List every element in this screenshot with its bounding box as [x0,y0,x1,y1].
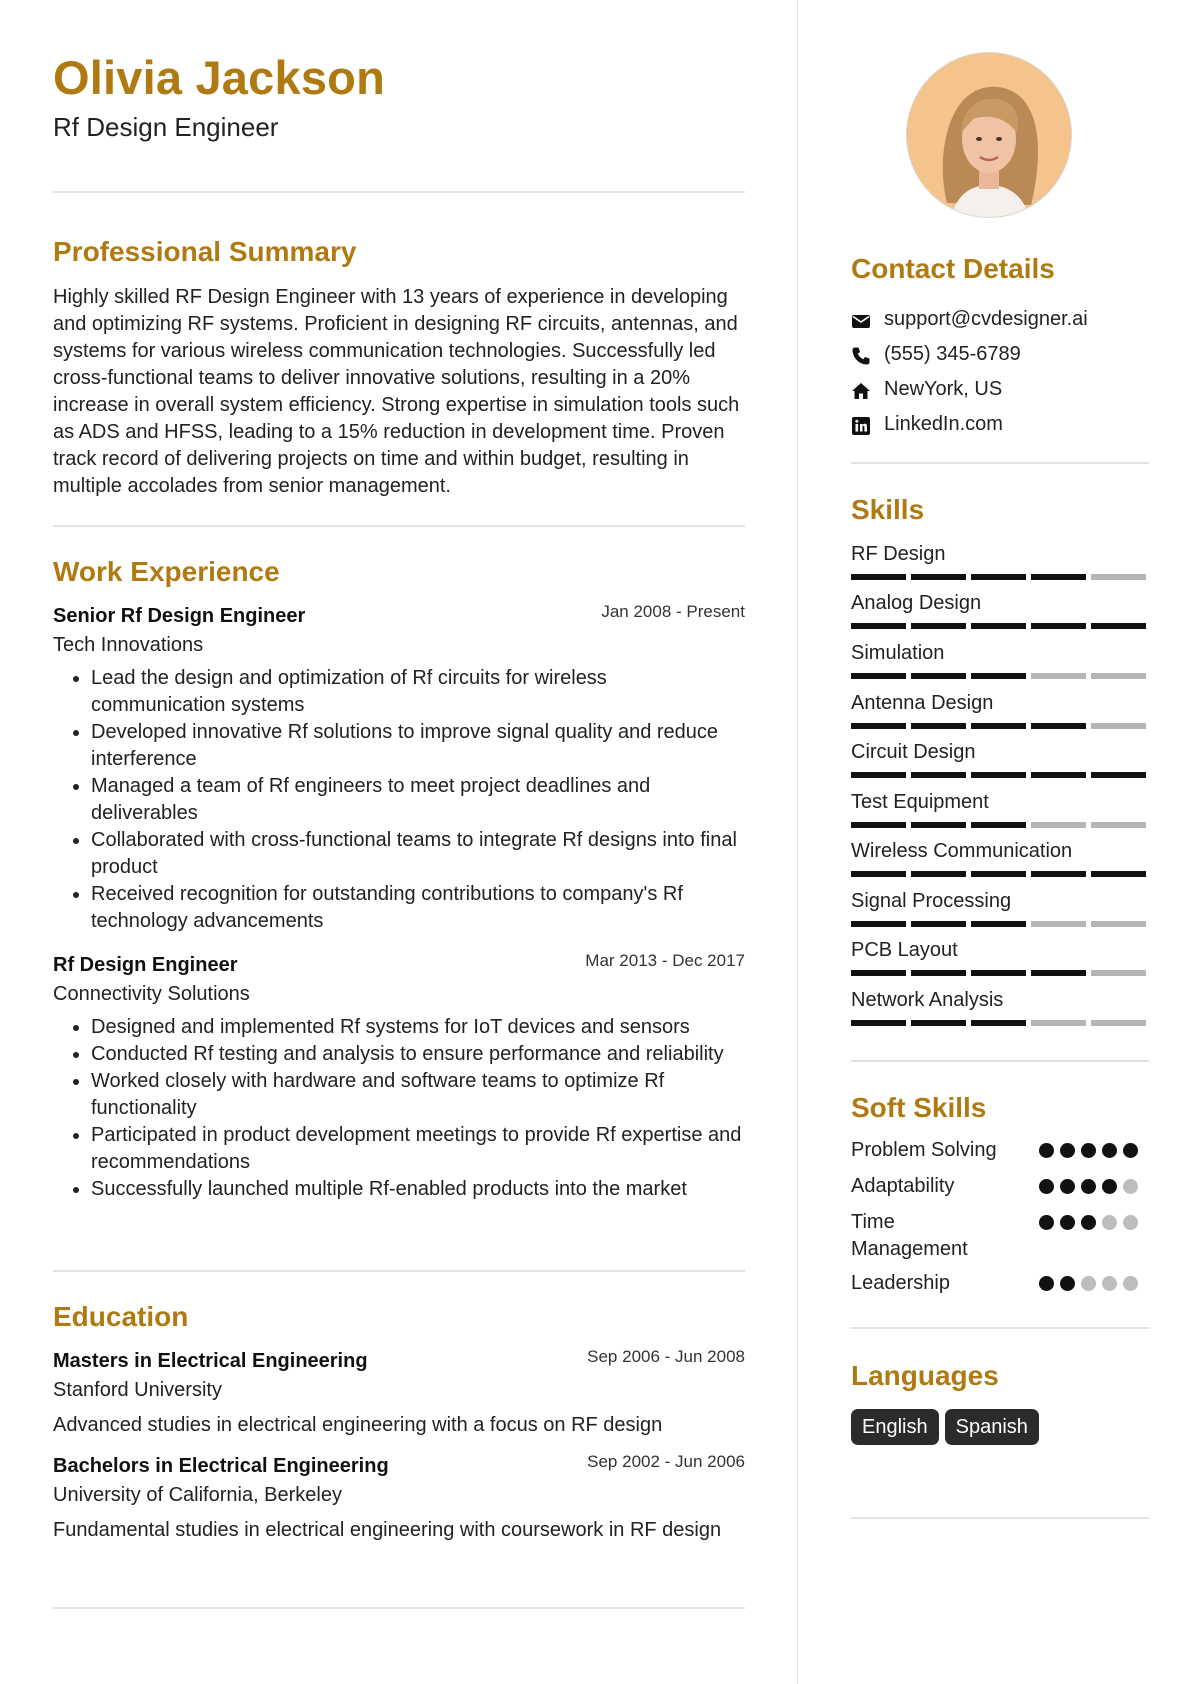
skills-heading: Skills [851,494,925,525]
rating-dot-filled [1060,1215,1075,1230]
skill-bar-segment-empty [1031,822,1086,828]
skill-bar-segment-filled [851,673,906,679]
rating-dot-empty [1102,1276,1117,1291]
skill-bar-segment-filled [851,970,906,976]
job-bullets [53,1014,745,1203]
linkedin-icon [851,416,871,436]
rating-dot-empty [1123,1215,1138,1230]
rating-dot-filled [1060,1179,1075,1194]
rating-dot-filled [1039,1276,1054,1291]
contact-email-text: support@cvdesigner.ai [884,308,1088,330]
divider [53,191,745,193]
profile-photo [906,52,1072,218]
soft-skill-item [851,1173,1149,1200]
school: Stanford University [53,1379,222,1401]
rating-dot-filled [1123,1143,1138,1158]
soft-skill-item [851,1209,1149,1263]
skill-bar-segment-filled [1091,772,1146,778]
skill-bar-segment-filled [1031,970,1086,976]
language-list [851,1409,1045,1445]
skill-bar-segment-filled [911,822,966,828]
school: University of California, Berkeley [53,1484,342,1506]
job-bullet: • Designed and implemented Rf systems for IoT devices and sensors [91,1014,745,1041]
skill-bar-segment-empty [1091,1020,1146,1026]
skill-name: Antenna Design [851,692,994,714]
soft-skill-name: Time Management [851,1211,968,1260]
skill-bar-segment-filled [971,673,1026,679]
job-company: Tech Innovations [53,634,204,656]
skill-bar-segment-filled [971,623,1026,629]
degree: Masters in Electrical Engineering [53,1350,368,1372]
job-bullet: • Collaborated with cross-functional teams to integrate Rf designs into final product [91,827,745,881]
soft-skill-rating [1039,1215,1147,1231]
soft-skill-item [851,1270,1149,1297]
skill-bar-segment-filled [1031,723,1086,729]
skill-bar-segment-empty [1091,723,1146,729]
soft-skill-rating [1039,1143,1147,1159]
skill-bar-segment-filled [851,723,906,729]
skill-bar-segment-filled [851,574,906,580]
skill-name: Test Equipment [851,791,989,813]
skill-bar-segment-filled [911,921,966,927]
skill-level-bar [851,921,1149,927]
job-bullet: • Conducted Rf testing and analysis to ensure performance and reliability [91,1041,745,1068]
skill-item [851,641,1149,665]
rating-dot-filled [1039,1215,1054,1230]
column-divider [797,0,798,1684]
candidate-name: Olivia Jackson [53,51,385,104]
skill-bar-segment-filled [971,574,1026,580]
skill-item [851,889,1149,913]
education-dates: Sep 2006 - Jun 2008 [587,1347,745,1366]
phone-icon [851,346,871,366]
rating-dot-empty [1123,1276,1138,1291]
language-tag: Spanish [945,1409,1039,1445]
education-entry [53,1347,745,1439]
rating-dot-filled [1081,1179,1096,1194]
contact-heading: Contact Details [851,253,1055,284]
home-icon [851,381,871,401]
job-bullet: • Lead the design and optimization of Rf circuits for wireless communication systems [91,665,745,719]
soft-skills-heading: Soft Skills [851,1092,987,1123]
skill-bar-segment-filled [911,871,966,877]
job-company: Connectivity Solutions [53,983,250,1005]
divider [53,1270,745,1272]
skill-name: Simulation [851,642,945,664]
skill-bar-segment-filled [851,822,906,828]
skill-name: Circuit Design [851,741,976,763]
skill-bar-segment-filled [911,623,966,629]
education-heading: Education [53,1301,189,1332]
contact-location-text: NewYork, US [884,378,1003,400]
experience-heading: Work Experience [53,556,280,587]
divider [851,462,1149,464]
soft-skill-name: Problem Solving [851,1139,997,1161]
job-bullets [53,665,745,935]
job-role: Rf Design Engineer [53,954,238,976]
rating-dot-filled [1060,1276,1075,1291]
rating-dot-filled [1039,1179,1054,1194]
job-bullet: • Successfully launched multiple Rf-enabled products into the market [91,1176,745,1203]
rating-dot-filled [1081,1143,1096,1158]
skill-bar-segment-filled [851,772,906,778]
skill-name: Signal Processing [851,890,1012,912]
skill-bar-segment-filled [1091,871,1146,877]
divider [851,1327,1149,1329]
summary-heading: Professional Summary [53,236,357,267]
skill-bar-segment-empty [1091,822,1146,828]
rating-dot-empty [1123,1179,1138,1194]
skill-bar-segment-filled [971,723,1026,729]
skill-bar-segment-filled [971,970,1026,976]
skill-bar-segment-empty [1031,673,1086,679]
soft-skill-name: Leadership [851,1272,950,1294]
skill-bar-segment-filled [971,822,1026,828]
skill-bar-segment-filled [971,1020,1026,1026]
job-bullet: • Developed innovative Rf solutions to improve signal quality and reduce interference [91,719,745,773]
divider [53,1607,745,1609]
skill-bar-segment-empty [1091,574,1146,580]
rating-dot-empty [1081,1276,1096,1291]
skill-bar-segment-filled [971,921,1026,927]
skill-level-bar [851,1020,1149,1026]
rating-dot-empty [1102,1215,1117,1230]
rating-dot-filled [1039,1143,1054,1158]
skill-bar-segment-filled [971,871,1026,877]
soft-skill-item [851,1137,1149,1164]
language-tag: English [851,1409,939,1445]
skill-bar-segment-filled [911,1020,966,1026]
skill-bar-segment-filled [911,970,966,976]
education-dates: Sep 2002 - Jun 2006 [587,1452,745,1471]
skill-bar-segment-empty [1031,921,1086,927]
skill-bar-segment-empty [1091,673,1146,679]
rating-dot-filled [1081,1215,1096,1230]
divider [851,1517,1149,1519]
skill-bar-segment-filled [1091,623,1146,629]
skill-bar-segment-filled [911,723,966,729]
soft-skill-rating [1039,1276,1147,1292]
skill-level-bar [851,970,1149,976]
envelope-icon [851,311,871,331]
skill-bar-segment-filled [911,574,966,580]
skill-name: PCB Layout [851,939,958,961]
job-bullet: • Received recognition for outstanding contributions to company's Rf technology advancements [91,881,745,935]
skill-item [851,591,1149,615]
job-bullet: • Managed a team of Rf engineers to meet project deadlines and deliverables [91,773,745,827]
job-dates: Mar 2013 - Dec 2017 [585,951,745,970]
skill-name: RF Design [851,543,946,565]
skill-name: Network Analysis [851,989,1004,1011]
skill-item [851,988,1149,1012]
languages-heading: Languages [851,1360,999,1391]
job-bullet: • Participated in product development meetings to provide Rf expertise and recommendations [91,1122,745,1176]
skill-item [851,790,1149,814]
skill-bar-segment-filled [911,673,966,679]
skill-bar-segment-filled [1031,574,1086,580]
education-entry [53,1452,745,1544]
job-role: Senior Rf Design Engineer [53,605,306,627]
skill-bar-segment-filled [911,772,966,778]
soft-skill-rating [1039,1179,1147,1195]
summary-text: Highly skilled RF Design Engineer with 13 years of experience in developing and optimizing RF systems. Proficient in designing RF circuits, antennas, and systems for various wireless communication technologies. Successfully led cross-functional teams to deliver innovative solutions, resulting in a 20% increase in overall system efficiency. Strong expertise in simulation tools such as ADS and HFSS, leading to a 15% reduction in development time. Proven track record of delivering projects on time and within budget, resulting in multiple accolades from senior management. [53,286,740,497]
job-dates: Jan 2008 - Present [601,602,745,621]
skill-bar-segment-filled [851,871,906,877]
skill-bar-segment-empty [1091,921,1146,927]
skill-name: Wireless Communication [851,840,1073,862]
skill-level-bar [851,822,1149,828]
soft-skill-name: Adaptability [851,1175,955,1197]
skill-bar-segment-filled [851,921,906,927]
skill-bar-segment-empty [1031,1020,1086,1026]
rating-dot-filled [1102,1143,1117,1158]
contact-phone-text: (555) 345-6789 [884,343,1021,365]
job-bullet: • Worked closely with hardware and software teams to optimize Rf functionality [91,1068,745,1122]
skill-level-bar [851,871,1149,877]
skill-bar-segment-filled [1031,623,1086,629]
skill-item [851,839,1149,863]
skill-name: Analog Design [851,592,982,614]
skill-bar-segment-filled [971,772,1026,778]
skill-level-bar [851,772,1149,778]
education-description: Advanced studies in electrical engineering with a focus on RF design [53,1414,663,1436]
divider [53,525,745,527]
rating-dot-filled [1102,1179,1117,1194]
skill-bar-segment-filled [1031,772,1086,778]
skill-item [851,691,1149,715]
candidate-title: Rf Design Engineer [53,112,279,142]
skill-level-bar [851,673,1149,679]
divider [851,1060,1149,1062]
skill-level-bar [851,623,1149,629]
degree: Bachelors in Electrical Engineering [53,1455,389,1477]
rating-dot-filled [1060,1143,1075,1158]
contact-linkedin-text: LinkedIn.com [884,413,1003,435]
skill-bar-segment-filled [851,1020,906,1026]
education-description: Fundamental studies in electrical engineering with coursework in RF design [53,1519,722,1541]
job-entry [53,951,745,1203]
skill-item [851,740,1149,764]
profile-photo-illustration [907,53,1071,217]
skill-bar-segment-filled [851,623,906,629]
skill-level-bar [851,723,1149,729]
skill-item [851,938,1149,962]
skill-level-bar [851,574,1149,580]
skill-item [851,542,1149,566]
job-entry [53,602,745,935]
skill-bar-segment-filled [1031,871,1086,877]
skill-bar-segment-empty [1091,970,1146,976]
